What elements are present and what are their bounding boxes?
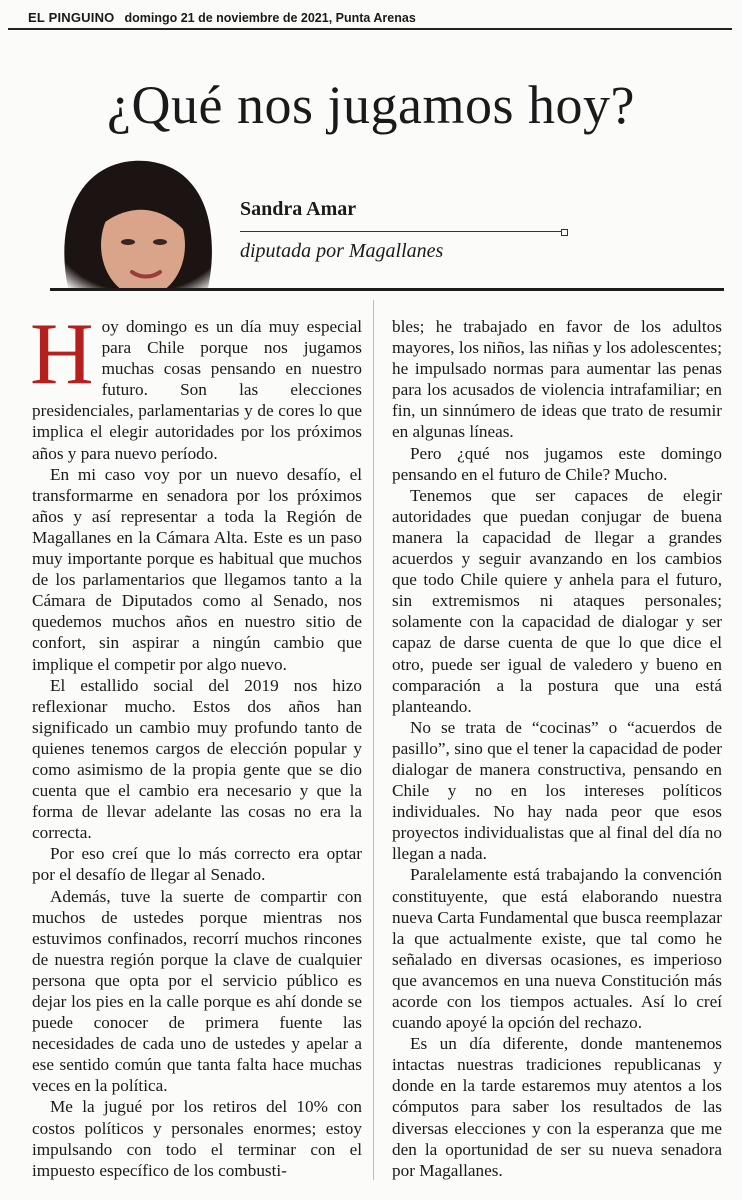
- paragraph: Tenemos que ser capaces de elegir autoridades que puedan conjugar de buena manera la capacidad de llegar a grandes acuerdos y seguir avanzando en los cambios que todo Chile quiere y anhela para el futuro, sin extremismos ni ataques personales; solamente con la capacidad de dialogar y ser capaz de darse cuenta de que lo que dice el otro, puede ser igual de valedero y bueno en comparación a la postura que una está planteando.: [392, 485, 722, 716]
- paragraph: No se trata de “cocinas” o “acuerdos de pasillo”, sino que el tener la capacidad de poder dialogar de manera constructiva, pensando en Chile y no en los intereses políticos individuales. No hay nada peor que esos proyectos individualistas que al final del día no llegan a nada.: [392, 717, 722, 864]
- author-portrait: [48, 150, 233, 288]
- paragraph: [30, 306, 362, 464]
- newspaper-brand: EL PINGUINO: [28, 10, 115, 25]
- paragraph: En mi caso voy por un nuevo desafío, el transformarme en senadora por los próximos años y así representar a toda la Región de Magallanes en la Cámara Alta. Este es un paso muy importante porque es habitual que muchos de los parlamentarios que llegamos tanto a la Cámara de Diputados como al Senado, nos quedemos muchos años en nuestro sitio de confort, sin aspirar a ningún cambio que implique el competir por algo nuevo.: [32, 464, 362, 674]
- paragraph-text: oy domingo es un día muy especial para Chile porque nos jugamos muchas cosas pensando en nuestro futuro. Son las elecciones presidenciales, parlamentarias y de cores lo que implica el elegir autoridades por los próximos años y para nuevo período.: [32, 317, 362, 463]
- article-title: ¿Qué nos jugamos hoy?: [107, 75, 635, 135]
- paragraph: bles; he trabajado en favor de los adultos mayores, los niños, las niñas y los adolescentes; he impulsado normas para aumentar las penas para los acusados de violencia intrafamiliar; en fin, un sinnúmero de ideas que trato de resumir en algunas líneas.: [392, 317, 722, 442]
- paragraph: Por eso creí que lo más correcto era optar por el desafío de llegar al Senado.: [32, 844, 362, 885]
- column-right: [392, 316, 722, 1181]
- author-rule: [240, 231, 564, 232]
- header-divider: [50, 288, 724, 291]
- paragraph: Paralelamente está trabajando la convención constituyente, que está elaborando nuestra nueva Carta Fundamental que busca reemplazar la que actualmente existe, que tal como he señalado en diversas ocasiones, es imperioso que avancemos en una nueva Constitución más acorde con los tiempos actuales. Así lo creí cuando apoyé la opción del rechazo.: [392, 865, 722, 1033]
- paragraph: Además, tuve la suerte de compartir con muchos de ustedes porque mientras nos estuvimos confinados, recorrí muchos rincones de nuestra región porque la clave de cualquier persona que opta por el servicio público es dejar los pies en la calle porque es ahí donde se puede conocer de primera fuente las necesidades de cada uno de ustedes y apelar a ese sentido común que tanta falta hace muchas veces en la política.: [32, 886, 362, 1096]
- drop-cap: H: [30, 306, 94, 403]
- paragraph: El estallido social del 2019 nos hizo reflexionar mucho. Estos dos años han significado un cambio muy profundo tanto de quienes tenemos cargos de elección popular y como asimismo de la propia gente que se dio cuenta que el cambio era necesario y que la forma de llevar adelante las cosas no era la correcta.: [32, 675, 362, 843]
- paragraph: Pero ¿qué nos jugamos este domingo pensando en el futuro de Chile? Mucho.: [392, 443, 722, 484]
- column-left: [30, 306, 362, 1181]
- column-divider: [373, 300, 374, 1180]
- paragraph: Es un día diferente, donde mantenemos intactas nuestras tradiciones republicanas y donde en la tarde estaremos muy atentos a los cómputos para saber los resultados de las diversas elecciones y con la esperanza que me den la oportunidad de ser su nueva senadora por Magallanes.: [392, 1034, 722, 1180]
- author-name: Sandra Amar: [240, 198, 357, 220]
- author-rule-end: [561, 229, 568, 236]
- dateline: domingo 21 de noviembre de 2021, Punta Arenas: [124, 11, 416, 25]
- paragraph: Me la jugué por los retiros del 10% con costos políticos y personales enormes; estoy impulsando con todo el terminar con el impuesto específico de los combusti-: [32, 1097, 362, 1180]
- page-header: [8, 4, 732, 30]
- author-role: diputada por Magallanes: [240, 240, 444, 262]
